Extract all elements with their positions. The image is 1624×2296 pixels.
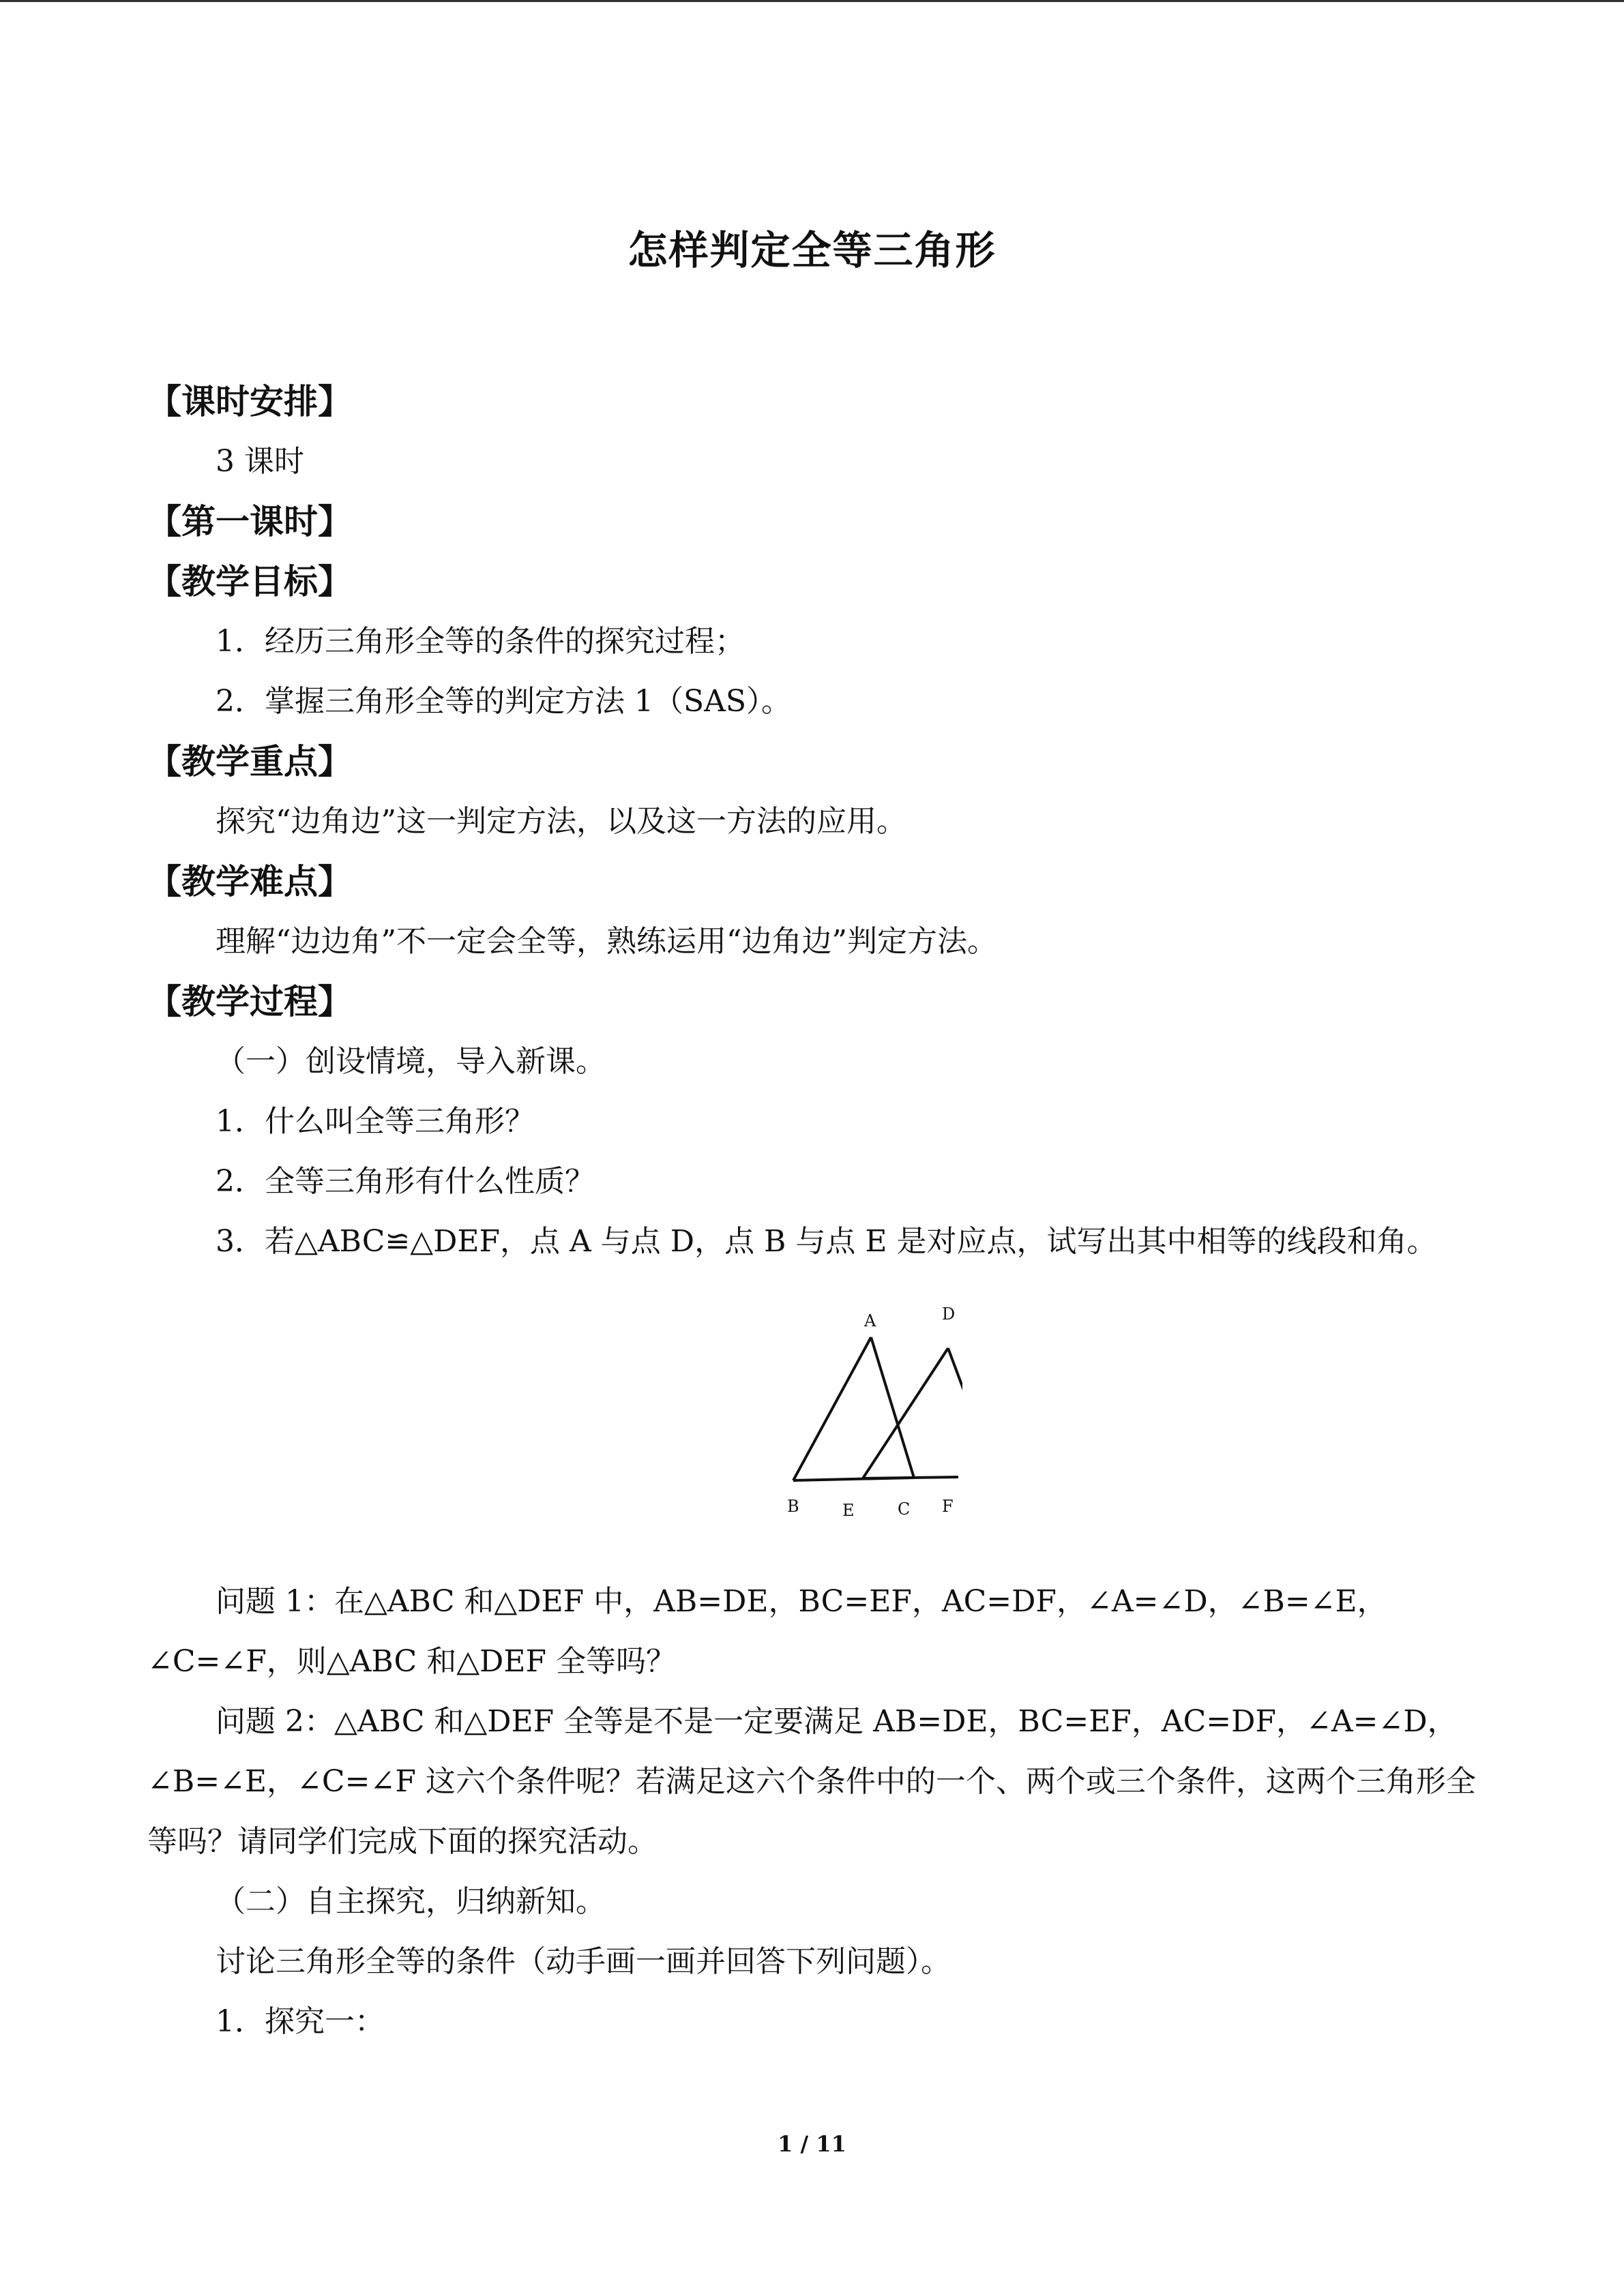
top-border [0,0,1624,2]
question-3: 3．若△ABC≌△DEF，点 A 与点 D，点 B 与点 E 是对应点，试写出其中相等的线段和角。 [216,1224,1437,1259]
discussion-text: 讨论三角形全等的条件（动手画一画并回答下列问题）。 [216,1944,951,1979]
segment-ab [793,1337,871,1480]
heading-goals: 【教学目标】 [147,562,352,601]
problem-1: 问题 1：在△ABC 和△DEF 中，AB=DE，BC=EF，AC=DF，∠A=∠D，∠B=∠E，∠C=∠F，则△ABC 和△DEF 全等吗？ [147,1584,1387,1679]
vertex-label-e: E [842,1501,855,1520]
document-title: 怎样判定全等三角形 [628,227,996,273]
heading-difficulty: 【教学难点】 [147,862,352,901]
question-2: 2．全等三角形有什么性质？ [216,1164,595,1199]
explore-1: 1．探究一： [216,2004,385,2039]
heading-key-points: 【教学重点】 [147,742,352,781]
goal-2: 2．掌握三角形全等的判定方法 1（SAS）。 [216,684,792,719]
difficulty-text: 理解“边边角”不一定会全等，熟练运用“边角边”判定方法。 [216,924,997,959]
vertex-label-d: D [942,1304,956,1324]
vertex-label-a: A [864,1311,876,1330]
heading-process: 【教学过程】 [147,982,352,1022]
segment-ef [863,1477,958,1478]
problem-2: 问题 2：△ABC 和△DEF 全等是不是一定要满足 AB=DE，BC=EF，AC=DF，∠A=∠D，∠B=∠E，∠C=∠F 这六个条件呢？若满足这六个条件中的一个、两个或三个条件，这两个三角形全等吗？请同学们完成下面的探究活动。 [147,1704,1476,1859]
vertex-label-c: C [898,1500,911,1519]
heading-schedule: 【课时安排】 [147,382,352,421]
triangle-figure [147,1272,1477,1572]
page-number: 1 / 11 [778,2131,846,2157]
document-body [147,372,1477,2052]
heading-lesson1: 【第一课时】 [147,502,352,541]
vertex-label-f: F [942,1497,954,1516]
key-points-text: 探究“边角边”这一判定方法，以及这一方法的应用。 [216,804,906,839]
step-2: （二）自主探究，归纳新知。 [216,1884,606,1919]
segment-de [863,1348,948,1478]
segment-df [948,1348,962,1476]
question-1: 1．什么叫全等三角形？ [216,1104,535,1139]
schedule-text: 3 课时 [216,444,304,479]
goal-1: 1．经历三角形全等的条件的探究过程； [216,624,745,659]
vertex-label-b: B [787,1497,799,1516]
congruent-triangles-diagram [703,1292,962,1524]
step-1: （一）创设情境，导入新课。 [216,1044,606,1079]
